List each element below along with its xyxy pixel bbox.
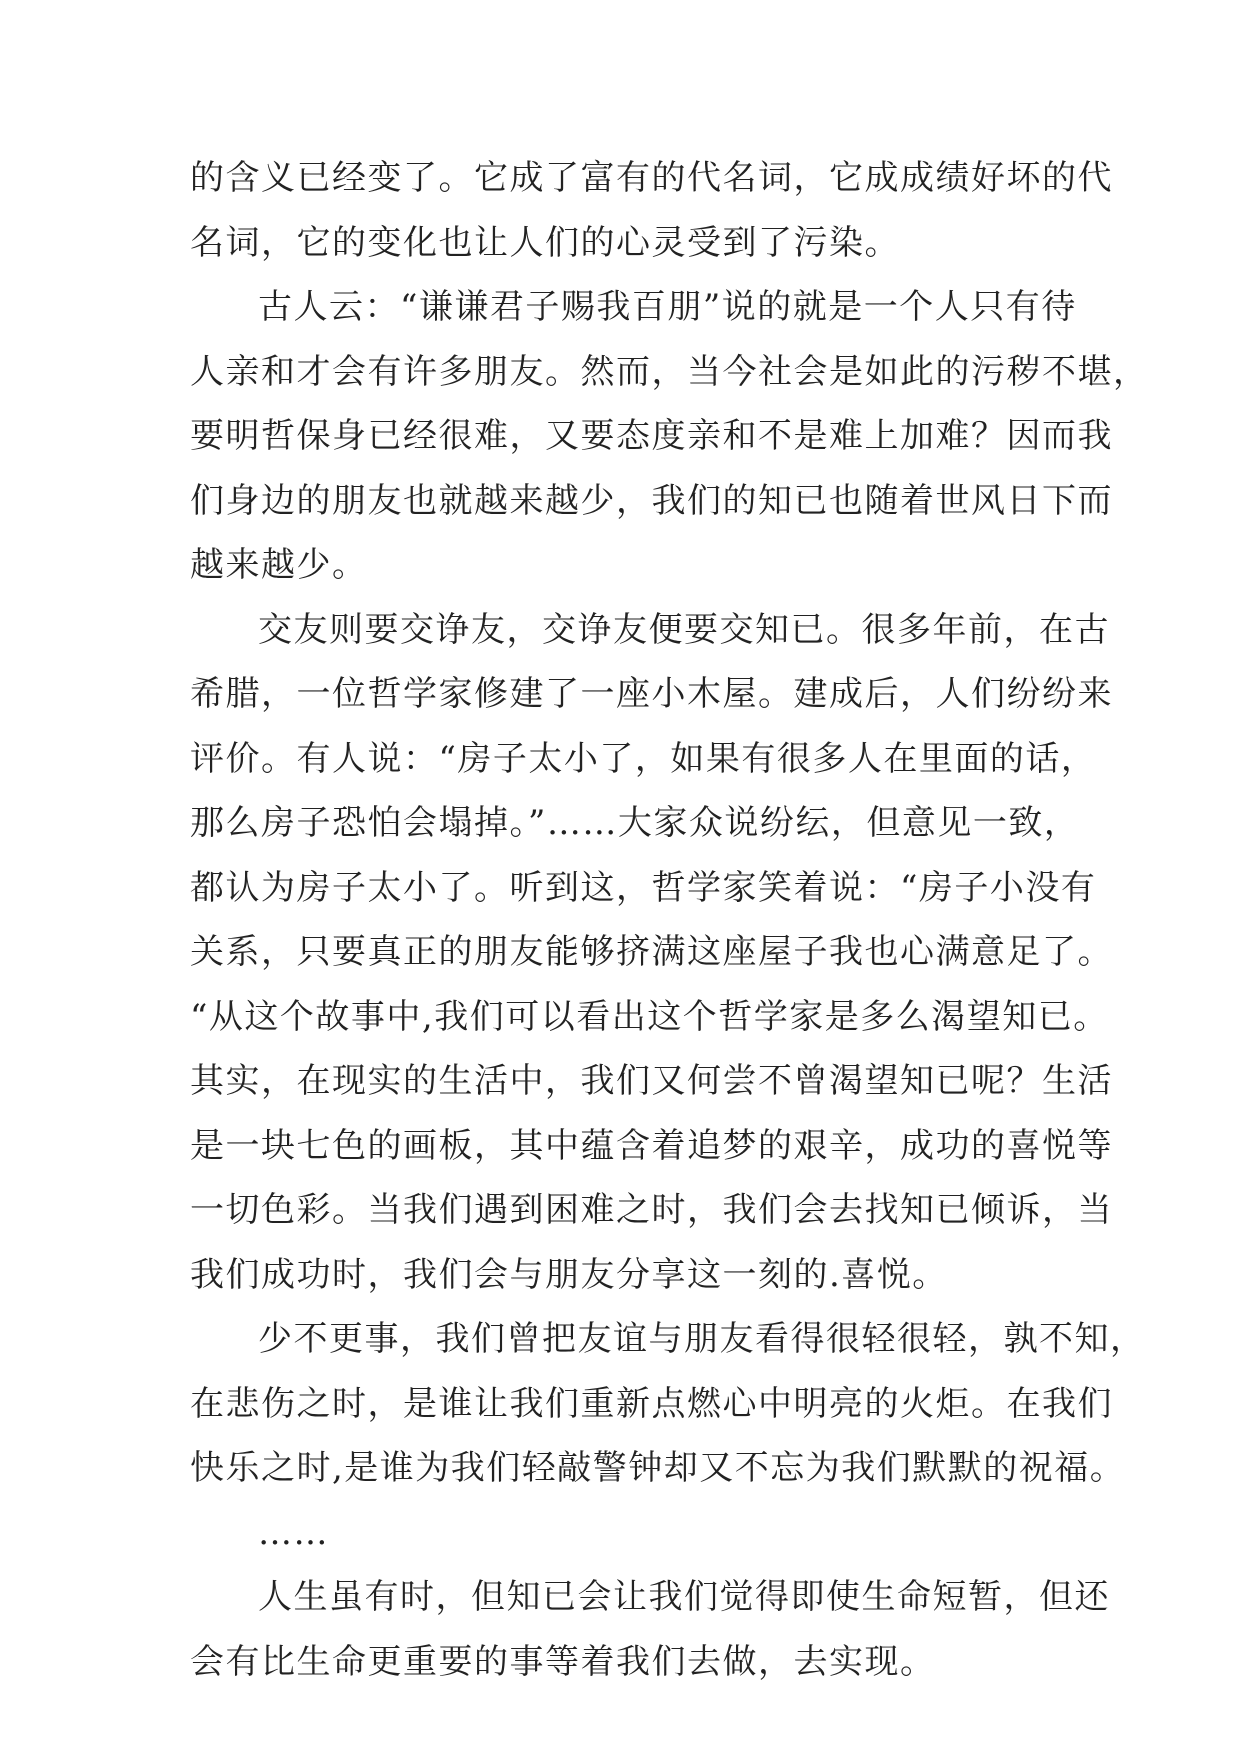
text-line-23: 人生虽有时，但知已会让我们觉得即使生命短暂，但还 <box>258 1577 1110 1617</box>
text-line-13: 关系，只要真正的朋友能够挤满这座屋子我也心满意足了。 <box>190 932 1113 972</box>
text-line-11: 那么房子恐怕会塌掉。”……大家众说纷纭，但意见一致， <box>190 803 1080 843</box>
document-body <box>190 146 1149 1694</box>
text-line-16: 是一块七色的画板，其中蕴含着追梦的艰辛，成功的喜悦等 <box>190 1125 1113 1166</box>
text-line-5: 要明哲保身已经很难，又要态度亲和不是难上加难？因而我 <box>190 416 1113 456</box>
text-line-24: 会有比生命更重要的事等着我们去做，去实现。 <box>190 1641 936 1682</box>
text-line-14: “从这个故事中,我们可以看出这个哲学家是多么渴望知已。 <box>190 996 1109 1037</box>
text-line-2: 名词，它的变化也让人们的心灵受到了污染。 <box>190 222 900 263</box>
text-line-1: 的含义已经变了。它成了富有的代名词，它成成绩好坏的代 <box>190 158 1113 198</box>
text-line-18: 我们成功时，我们会与朋友分享这一刻的.喜悦。 <box>190 1254 948 1295</box>
text-line-10: 评价。有人说：“房子太小了，如果有很多人在里面的话， <box>190 738 1097 779</box>
text-line-6: 们身边的朋友也就越来越少，我们的知已也随着世风日下而 <box>190 480 1113 521</box>
text-line-19: 少不更事，我们曾把友谊与朋友看得很轻很轻，孰不知， <box>258 1319 1146 1359</box>
text-line-12: 都认为房子太小了。听到这，哲学家笑着说：“房子小没有 <box>190 867 1097 908</box>
text-line-21: 快乐之时,是谁为我们轻敲警钟却又不忘为我们默默的祝福。 <box>190 1448 1126 1488</box>
text-line-15: 其实，在现实的生活中，我们又何尝不曾渴望知已呢？生活 <box>190 1061 1113 1101</box>
text-line-3: 古人云：“谦谦君子赐我百朋”说的就是一个人只有待 <box>258 287 1077 327</box>
text-line-7: 越来越少。 <box>190 545 368 585</box>
text-line-22: …… <box>258 1512 329 1553</box>
text-line-4: 人亲和才会有许多朋友。然而，当今社会是如此的污秽不堪， <box>190 351 1149 392</box>
text-line-17: 一切色彩。当我们遇到困难之时，我们会去找知已倾诉，当 <box>190 1190 1113 1230</box>
text-line-9: 希腊，一位哲学家修建了一座小木屋。建成后，人们纷纷来 <box>190 674 1113 714</box>
text-line-8: 交友则要交诤友，交诤友便要交知已。很多年前，在古 <box>258 609 1110 650</box>
text-line-20: 在悲伤之时，是谁让我们重新点燃心中明亮的火炬。在我们 <box>190 1383 1113 1424</box>
